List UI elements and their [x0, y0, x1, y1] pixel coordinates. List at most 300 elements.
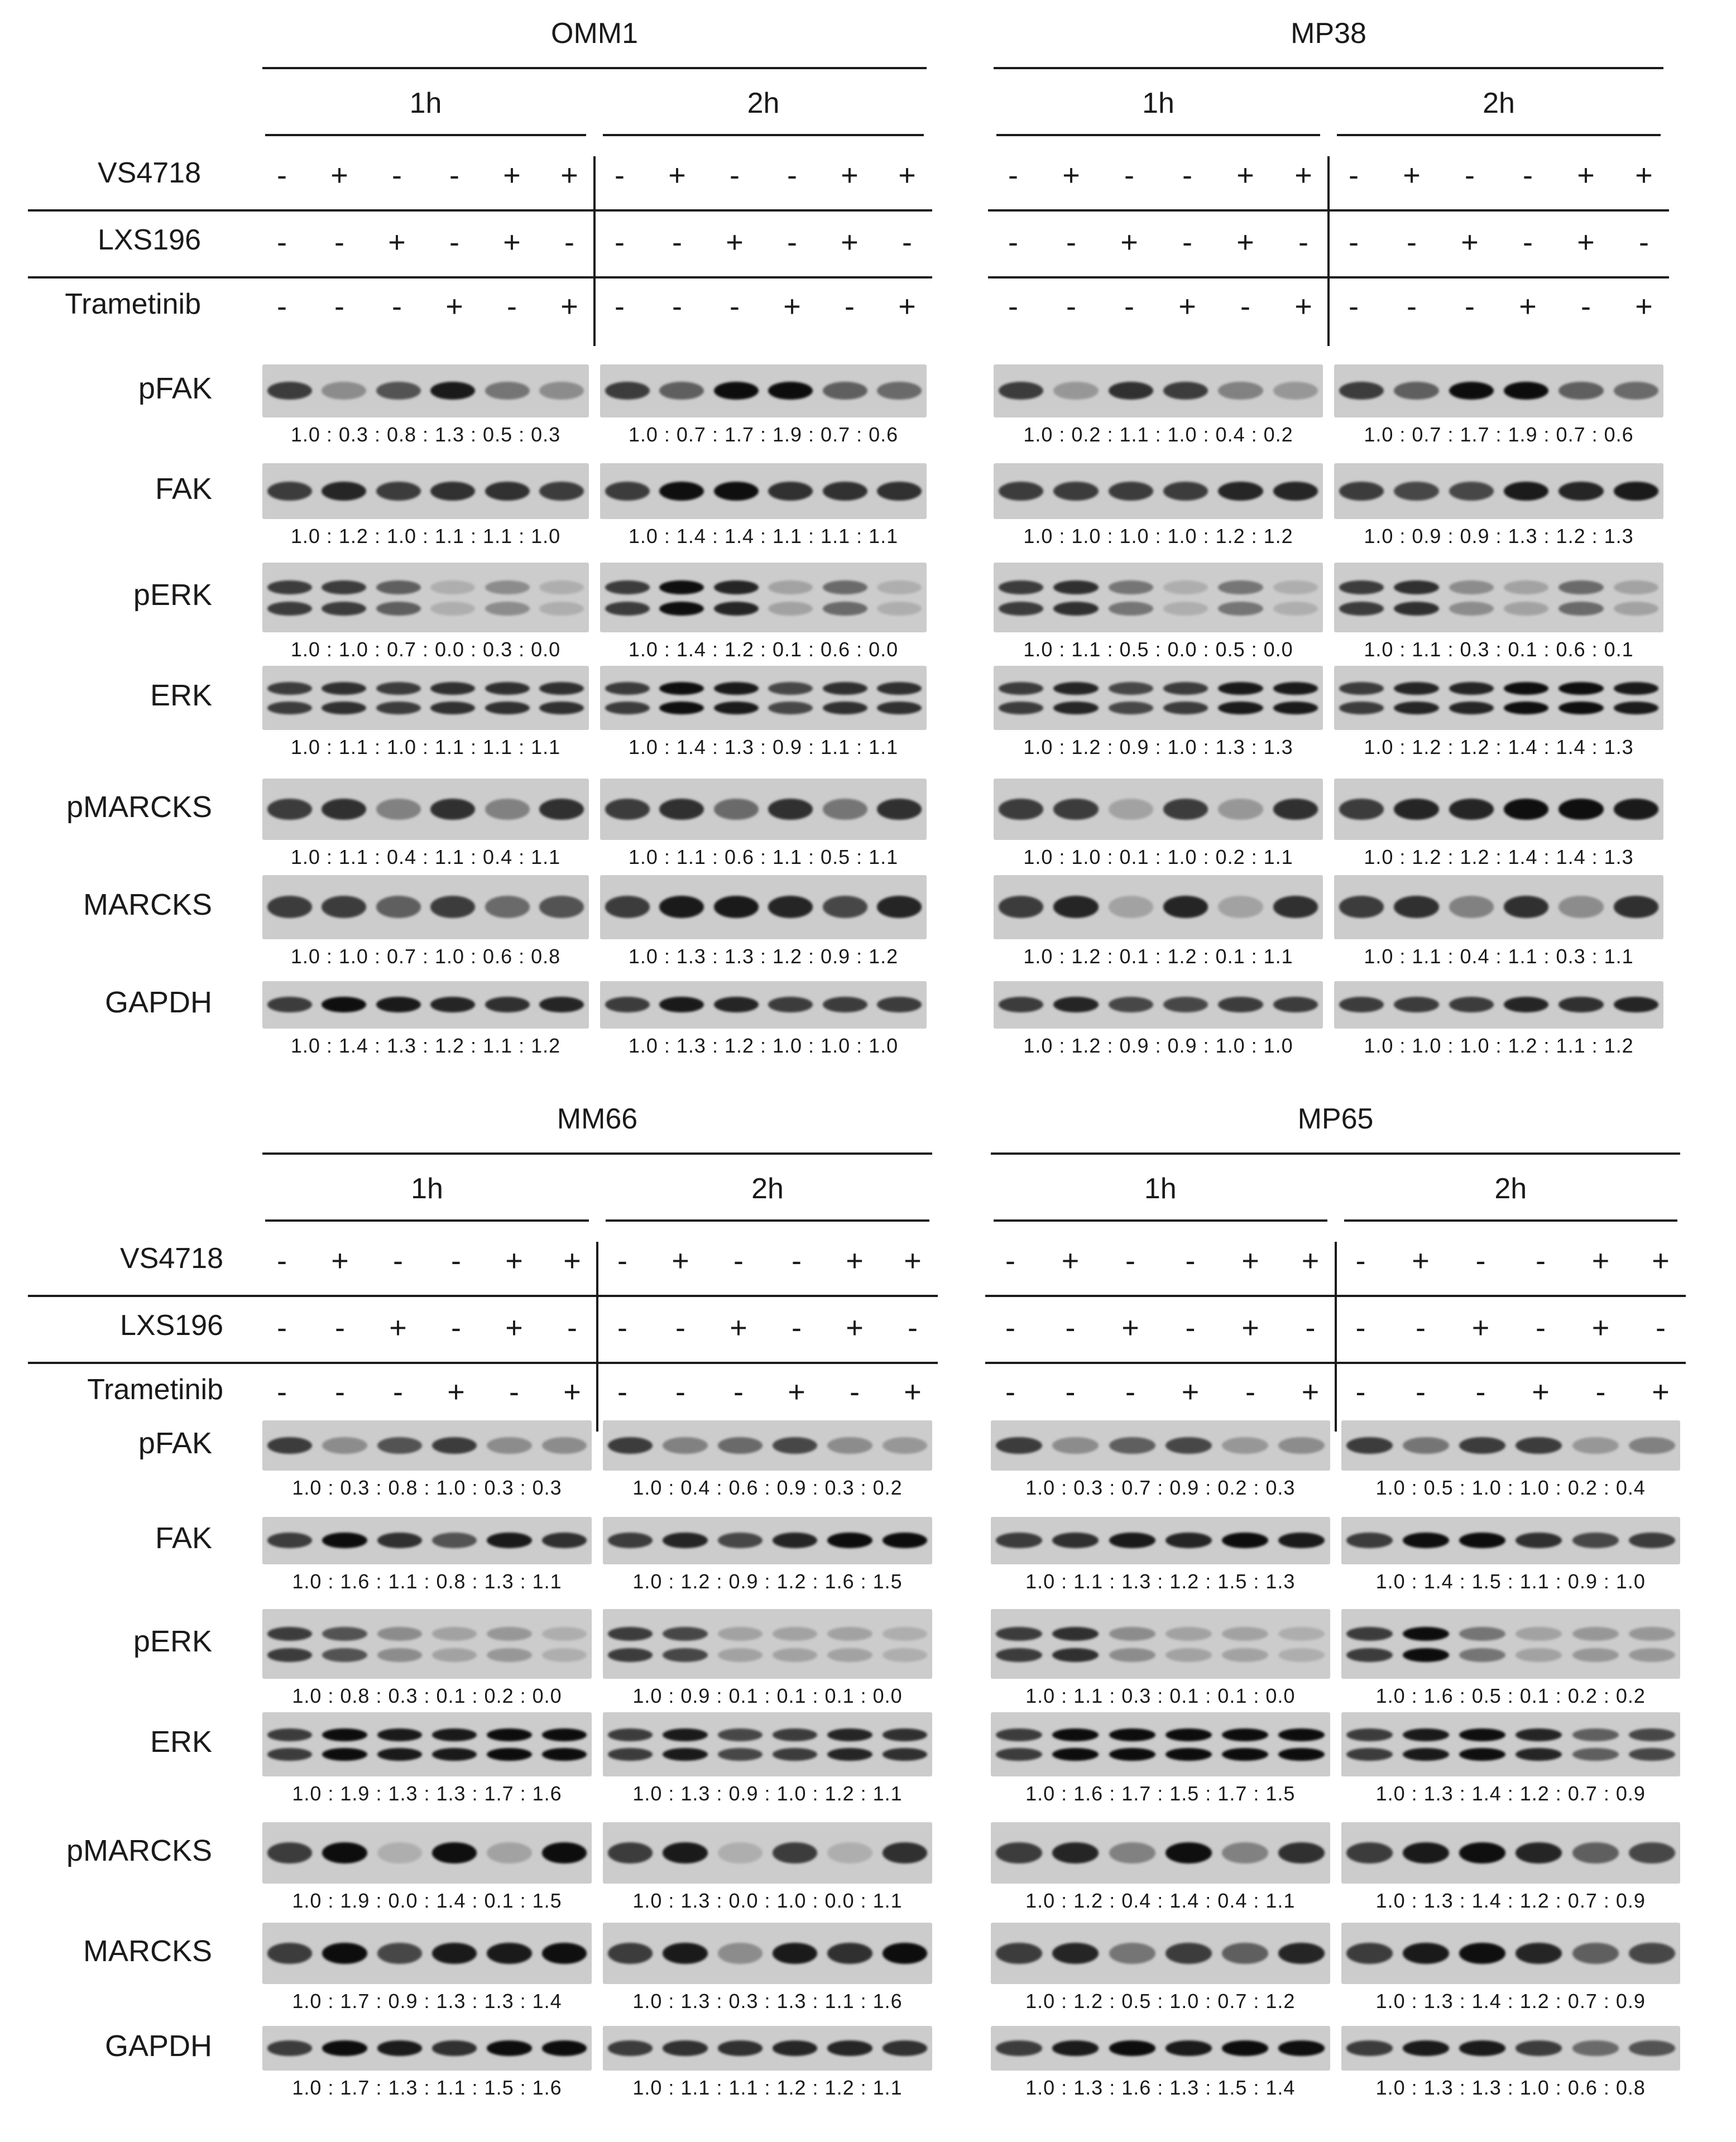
blot-band — [1218, 997, 1263, 1013]
blot-band — [768, 702, 813, 714]
treatment-sign: + — [447, 1375, 465, 1409]
treatment-sign: + — [1120, 225, 1138, 259]
blot-band — [1166, 1533, 1212, 1549]
blot-band — [996, 1842, 1042, 1863]
blot-band — [377, 1748, 423, 1761]
blot-strip — [991, 1822, 1330, 1884]
treatment-sign: + — [503, 225, 521, 259]
quantification-ratio: 1.0 : 1.4 : 1.2 : 0.1 : 0.6 : 0.0 — [628, 637, 899, 661]
treatment-sign: - — [787, 159, 797, 192]
treatment-sign: - — [335, 1375, 345, 1409]
protein-label: ERK — [150, 1725, 212, 1759]
treatment-sign: - — [451, 1244, 461, 1277]
protein-label: FAK — [155, 1521, 212, 1555]
quantification-ratio: 1.0 : 1.6 : 0.5 : 0.1 : 0.2 : 0.2 — [1375, 1684, 1646, 1707]
blot-band — [1449, 602, 1494, 616]
treatment-sign: + — [1461, 225, 1479, 259]
blot-band — [542, 1648, 587, 1662]
blot-band — [1346, 2040, 1393, 2055]
quantification-ratio: 1.0 : 1.7 : 1.3 : 1.1 : 1.5 : 1.6 — [292, 2076, 562, 2099]
quantification-ratio: 1.0 : 1.0 : 0.1 : 1.0 : 0.2 : 1.1 — [1023, 846, 1293, 868]
blot-band — [605, 682, 650, 695]
blot-strip — [262, 563, 589, 632]
blot-strip — [603, 1420, 932, 1471]
treatment-label: VS4718 — [119, 1242, 223, 1275]
quantification-ratio: 1.0 : 1.3 : 1.3 : 1.2 : 0.9 : 1.2 — [628, 944, 899, 968]
blot-band — [542, 1437, 587, 1454]
blot-band — [1459, 1943, 1505, 1963]
treatment-sign: - — [1298, 225, 1308, 259]
quantification-ratio: 1.0 : 1.3 : 0.3 : 1.3 : 1.1 : 1.6 — [632, 1990, 903, 2013]
blot-band — [1163, 702, 1209, 714]
treatment-label: LXS196 — [97, 224, 201, 256]
blot-band — [773, 1533, 818, 1549]
blot-band — [1449, 997, 1494, 1013]
treatment-divider — [28, 276, 932, 278]
treatment-sign: - — [1005, 1375, 1015, 1409]
blot-strip — [603, 1822, 932, 1884]
treatment-sign: - — [615, 225, 625, 259]
timepoint-label: 2h — [747, 87, 780, 119]
blot-band — [877, 580, 922, 594]
blot-strip — [991, 1420, 1330, 1471]
blot-band — [1163, 997, 1209, 1013]
treatment-sign: + — [1241, 1311, 1259, 1344]
blot-band — [322, 1533, 367, 1549]
quantification-ratio: 1.0 : 1.1 : 0.5 : 0.0 : 0.5 : 0.0 — [1023, 637, 1293, 661]
blot-band — [1558, 682, 1604, 695]
blot-band — [605, 602, 650, 616]
blot-band — [877, 602, 922, 616]
blot-band — [663, 1943, 708, 1963]
blot-band — [1346, 1648, 1393, 1662]
treatment-sign: - — [1066, 225, 1076, 259]
blot-band — [1614, 997, 1659, 1013]
treatment-sign: + — [1403, 159, 1421, 192]
blot-band — [1339, 702, 1384, 714]
blot-band — [1346, 1842, 1393, 1863]
quantification-ratio: 1.0 : 1.3 : 1.4 : 1.2 : 0.7 : 0.9 — [1375, 1889, 1646, 1912]
blot-band — [1558, 602, 1604, 616]
blot-strip — [262, 2026, 592, 2071]
blot-band — [1109, 1748, 1155, 1761]
treatment-sign: - — [672, 290, 682, 323]
blot-band — [1109, 702, 1154, 714]
blot-band — [718, 1943, 763, 1963]
protein-label: GAPDH — [104, 2029, 212, 2063]
treatment-sign: + — [1577, 225, 1595, 259]
blot-band — [267, 580, 312, 594]
blot-band — [659, 702, 704, 714]
blot-strip — [262, 981, 589, 1029]
blot-band — [377, 1648, 423, 1662]
quantification-ratio: 1.0 : 1.0 : 1.0 : 1.0 : 1.2 : 1.2 — [1023, 525, 1293, 547]
blot-band — [1273, 997, 1318, 1013]
blot-band — [430, 602, 475, 616]
blot-band — [322, 896, 366, 918]
protein-label: GAPDH — [104, 986, 212, 1019]
quantification-ratio: 1.0 : 1.2 : 0.4 : 1.4 : 0.4 : 1.1 — [1025, 1889, 1296, 1912]
treatment-sign: + — [1635, 290, 1653, 323]
blot-band — [1163, 682, 1209, 695]
blot-band — [485, 997, 530, 1013]
blot-band — [1346, 1728, 1393, 1741]
blot-band — [539, 602, 584, 616]
blot-band — [996, 1748, 1042, 1761]
timepoint-label: 1h — [409, 87, 442, 119]
blot-strip — [603, 1609, 932, 1679]
blot-band — [996, 1648, 1042, 1662]
blot-band — [827, 1943, 872, 1963]
blot-band — [542, 1533, 587, 1549]
blot-band — [1052, 1748, 1099, 1761]
blot-strip — [991, 1517, 1330, 1564]
blot-band — [1504, 382, 1549, 400]
blot-strip — [262, 1517, 592, 1564]
blot-band — [377, 1533, 423, 1549]
blot-band — [1052, 1437, 1099, 1454]
blot-strip — [600, 666, 927, 730]
treatment-sign: - — [1407, 225, 1417, 259]
treatment-sign: + — [1652, 1375, 1670, 1409]
quantification-ratio: 1.0 : 1.2 : 1.2 : 1.4 : 1.4 : 1.3 — [1364, 846, 1634, 868]
blot-band — [1166, 1437, 1212, 1454]
blot-band — [827, 2040, 872, 2055]
treatment-sign: - — [1125, 1244, 1135, 1277]
blot-band — [1629, 1728, 1675, 1741]
treatment-sign: - — [393, 1244, 403, 1277]
blot-band — [1109, 1728, 1155, 1741]
blot-band — [877, 702, 922, 714]
blot-band — [659, 799, 704, 819]
blot-band — [1163, 799, 1209, 819]
timepoint-underline — [265, 1219, 589, 1222]
blot-band — [1449, 799, 1494, 819]
treatment-sign: - — [392, 290, 402, 323]
treatment-sign: - — [1305, 1311, 1316, 1344]
blot-band — [823, 682, 867, 695]
treatment-sign: - — [277, 1244, 287, 1277]
timepoint-underline — [265, 134, 586, 136]
blot-band — [1109, 1533, 1155, 1549]
quantification-ratio: 1.0 : 1.2 : 0.9 : 0.9 : 1.0 : 1.0 — [1023, 1034, 1293, 1057]
treatment-sign: - — [392, 159, 402, 192]
treatment-label: LXS196 — [119, 1309, 223, 1342]
quantification-ratio: 1.0 : 0.3 : 0.8 : 1.0 : 0.3 : 0.3 — [292, 1476, 562, 1499]
blot-band — [768, 382, 813, 400]
blot-band — [996, 1627, 1042, 1641]
blot-band — [1629, 1748, 1675, 1761]
blot-band — [1109, 896, 1154, 918]
blot-band — [430, 997, 475, 1013]
blot-band — [659, 602, 704, 616]
blot-band — [1504, 482, 1549, 501]
blot-band — [487, 1437, 532, 1454]
quantification-ratio: 1.0 : 1.6 : 1.7 : 1.5 : 1.7 : 1.5 — [1025, 1781, 1296, 1805]
blot-band — [999, 602, 1044, 616]
blot-band — [1516, 1437, 1562, 1454]
treatment-sign: + — [846, 1311, 864, 1344]
blot-strip — [600, 875, 927, 939]
blot-strip — [262, 1923, 592, 1984]
treatment-sign: + — [1635, 159, 1653, 192]
blot-band — [485, 682, 530, 695]
blot-band — [718, 1748, 763, 1761]
cell-line-underline — [991, 1152, 1680, 1155]
blot-band — [659, 482, 704, 501]
blot-band — [714, 682, 759, 695]
blot-band — [1218, 702, 1263, 714]
blot-band — [1109, 1627, 1155, 1641]
blot-band — [823, 602, 867, 616]
blot-band — [377, 1943, 423, 1963]
blot-band — [1166, 1728, 1212, 1741]
blot-band — [1166, 1748, 1212, 1761]
treatment-sign: - — [908, 1311, 918, 1344]
blot-band — [322, 382, 366, 400]
quantification-ratio: 1.0 : 1.3 : 1.4 : 1.2 : 0.7 : 0.9 — [1375, 1781, 1646, 1805]
blot-band — [322, 602, 366, 616]
treatment-sign: - — [1581, 290, 1591, 323]
treatment-sign: + — [1532, 1375, 1550, 1409]
blot-band — [1109, 482, 1154, 501]
blot-band — [267, 1648, 313, 1662]
blot-band — [376, 997, 421, 1013]
blot-band — [542, 1842, 587, 1863]
blot-band — [1629, 1648, 1675, 1662]
blot-band — [1558, 896, 1604, 918]
blot-band — [1504, 682, 1549, 695]
blot-band — [487, 1648, 532, 1662]
blot-band — [1273, 682, 1318, 695]
blot-band — [1614, 602, 1659, 616]
treatment-sign: - — [1182, 225, 1192, 259]
blot-band — [999, 682, 1044, 695]
blot-band — [430, 580, 475, 594]
blot-band — [877, 799, 922, 819]
blot-band — [714, 799, 759, 819]
treatment-sign: - — [1416, 1375, 1426, 1409]
blot-band — [377, 1627, 423, 1641]
blot-band — [1614, 682, 1659, 695]
blot-strip — [994, 463, 1323, 519]
blot-band — [322, 1842, 367, 1863]
treatment-sign: - — [393, 1375, 403, 1409]
blot-band — [1572, 1533, 1619, 1549]
blot-band — [430, 482, 475, 501]
blot-band — [714, 896, 759, 918]
treatment-sign: + — [1301, 1244, 1320, 1277]
blot-band — [605, 896, 650, 918]
blot-band — [823, 580, 867, 594]
blot-band — [376, 602, 421, 616]
blot-band — [773, 1943, 818, 1963]
blot-band — [485, 702, 530, 714]
blot-band — [322, 1437, 367, 1454]
blot-band — [1558, 799, 1604, 819]
blot-band — [432, 1842, 477, 1863]
blot-band — [1394, 896, 1439, 918]
blot-band — [1629, 1943, 1675, 1963]
blot-band — [773, 1437, 818, 1454]
treatment-sign: - — [787, 225, 797, 259]
treatment-sign: - — [1355, 1311, 1366, 1344]
blot-band — [1053, 382, 1099, 400]
blot-strip — [991, 1712, 1330, 1776]
treatment-sign: - — [277, 225, 287, 259]
blot-strip — [991, 2026, 1330, 2071]
blot-band — [487, 1943, 532, 1963]
treatment-sign: - — [1005, 1311, 1015, 1344]
blot-band — [1166, 1842, 1212, 1863]
blot-band — [377, 1728, 423, 1741]
blot-band — [1109, 602, 1154, 616]
blot-band — [1339, 482, 1384, 501]
blot-band — [377, 1437, 423, 1454]
blot-band — [823, 896, 867, 918]
blot-band — [1273, 580, 1318, 594]
blot-band — [322, 2040, 367, 2055]
blot-band — [267, 799, 312, 819]
treatment-sign: - — [1065, 1375, 1076, 1409]
blot-band — [1459, 1842, 1505, 1863]
blot-band — [1346, 1943, 1393, 1963]
quantification-ratio: 1.0 : 1.1 : 0.6 : 1.1 : 0.5 : 1.1 — [628, 846, 899, 868]
blot-band — [432, 1648, 477, 1662]
treatment-sign: + — [1061, 1244, 1080, 1277]
blot-band — [267, 602, 312, 616]
blot-band — [714, 997, 759, 1013]
quantification-ratio: 1.0 : 1.1 : 0.3 : 0.1 : 0.6 : 0.1 — [1364, 637, 1634, 661]
blot-band — [1403, 1842, 1449, 1863]
treatment-sign: - — [1536, 1244, 1546, 1277]
blot-band — [1278, 1842, 1325, 1863]
quantification-ratio: 1.0 : 1.4 : 1.3 : 0.9 : 1.1 : 1.1 — [628, 735, 899, 758]
blot-band — [485, 382, 530, 400]
blot-band — [714, 702, 759, 714]
blot-band — [376, 682, 421, 695]
blot-band — [1614, 482, 1659, 501]
blot-band — [883, 1842, 928, 1863]
blot-band — [1403, 2040, 1449, 2055]
quantification-ratio: 1.0 : 1.6 : 1.1 : 0.8 : 1.3 : 1.1 — [292, 1569, 562, 1593]
blot-strip — [1341, 1822, 1681, 1884]
blot-band — [996, 1533, 1042, 1549]
quantification-ratio: 1.0 : 1.2 : 1.2 : 1.4 : 1.4 : 1.3 — [1364, 735, 1634, 758]
quantification-ratio: 1.0 : 0.4 : 0.6 : 0.9 : 0.3 : 0.2 — [632, 1476, 903, 1499]
treatment-sign: - — [617, 1244, 627, 1277]
treatment-sign: + — [730, 1311, 747, 1344]
blot-band — [539, 682, 584, 695]
treatment-sign: - — [1465, 290, 1475, 323]
protein-label: pMARCKS — [66, 1834, 212, 1867]
treatment-sign: - — [1124, 290, 1134, 323]
treatment-sign: + — [1241, 1244, 1259, 1277]
blot-strip — [1341, 1923, 1681, 1984]
quantification-ratio: 1.0 : 1.0 : 0.7 : 1.0 : 0.6 : 0.8 — [290, 944, 561, 968]
treatment-sign: - — [277, 159, 287, 192]
treatment-sign: + — [560, 290, 578, 323]
blot-band — [1278, 2040, 1325, 2055]
treatment-sign: + — [1519, 290, 1537, 323]
blot-band — [487, 2040, 532, 2055]
blot-band — [608, 1842, 653, 1863]
blot-band — [659, 382, 704, 400]
blot-strip — [1334, 981, 1663, 1029]
blot-strip — [994, 364, 1323, 417]
blot-strip — [262, 364, 589, 417]
blot-band — [377, 2040, 423, 2055]
quantification-ratio: 1.0 : 1.1 : 0.3 : 0.1 : 0.1 : 0.0 — [1025, 1684, 1296, 1707]
blot-band — [883, 1437, 928, 1454]
blot-strip — [994, 666, 1323, 730]
blot-band — [487, 1533, 532, 1549]
blot-band — [1403, 1728, 1449, 1741]
blot-band — [539, 580, 584, 594]
blot-band — [1109, 682, 1154, 695]
cell-line-title: MP65 — [1297, 1103, 1374, 1135]
blot-strip — [994, 875, 1323, 939]
blot-band — [823, 799, 867, 819]
blot-band — [1278, 1748, 1325, 1761]
timepoint-underline — [606, 1219, 929, 1222]
blot-band — [999, 382, 1044, 400]
quantification-ratio: 1.0 : 1.1 : 1.3 : 1.2 : 1.5 : 1.3 — [1025, 1569, 1296, 1593]
timepoint-divider — [593, 156, 596, 346]
blot-band — [1629, 1437, 1675, 1454]
blot-band — [823, 702, 867, 714]
quantification-ratio: 1.0 : 1.4 : 1.5 : 1.1 : 0.9 : 1.0 — [1375, 1569, 1646, 1593]
quantification-ratio: 1.0 : 0.3 : 0.8 : 1.3 : 0.5 : 0.3 — [290, 422, 561, 446]
treatment-sign: - — [449, 225, 459, 259]
treatment-sign: - — [1536, 1311, 1546, 1344]
blot-band — [1218, 682, 1263, 695]
blot-band — [267, 1627, 313, 1641]
treatment-sign: + — [1294, 159, 1312, 192]
blot-strip — [991, 1923, 1330, 1984]
blot-strip — [1341, 1712, 1681, 1776]
blot-band — [487, 1748, 532, 1761]
treatment-sign: + — [560, 159, 578, 192]
blot-band — [768, 482, 813, 501]
blot-band — [663, 2040, 708, 2055]
quantification-ratio: 1.0 : 1.9 : 0.0 : 1.4 : 0.1 : 1.5 — [292, 1889, 562, 1912]
quantification-ratio: 1.0 : 1.3 : 0.0 : 1.0 : 0.0 : 1.1 — [632, 1889, 903, 1912]
blot-band — [663, 1748, 708, 1761]
blot-band — [1218, 799, 1263, 819]
blot-band — [1558, 997, 1604, 1013]
blot-band — [1278, 1648, 1325, 1662]
blot-band — [999, 580, 1044, 594]
quantification-ratio: 1.0 : 1.7 : 0.9 : 1.3 : 1.3 : 1.4 — [292, 1990, 562, 2013]
blot-band — [1572, 1943, 1619, 1963]
treatment-sign: + — [846, 1244, 864, 1277]
blot-band — [376, 702, 421, 714]
blot-band — [1218, 580, 1263, 594]
blot-band — [1504, 580, 1549, 594]
treatment-sign: - — [845, 290, 855, 323]
treatment-sign: - — [1065, 1311, 1076, 1344]
blot-band — [1558, 580, 1604, 594]
blot-strip — [1334, 463, 1663, 519]
treatment-sign: - — [1523, 225, 1533, 259]
blot-band — [608, 1533, 653, 1549]
blot-band — [1614, 702, 1659, 714]
treatment-sign: - — [1245, 1375, 1255, 1409]
treatment-sign: + — [904, 1244, 922, 1277]
quantification-ratio: 1.0 : 0.7 : 1.7 : 1.9 : 0.7 : 0.6 — [628, 422, 899, 446]
quantification-ratio: 1.0 : 1.2 : 0.5 : 1.0 : 0.7 : 1.2 — [1025, 1990, 1296, 2013]
